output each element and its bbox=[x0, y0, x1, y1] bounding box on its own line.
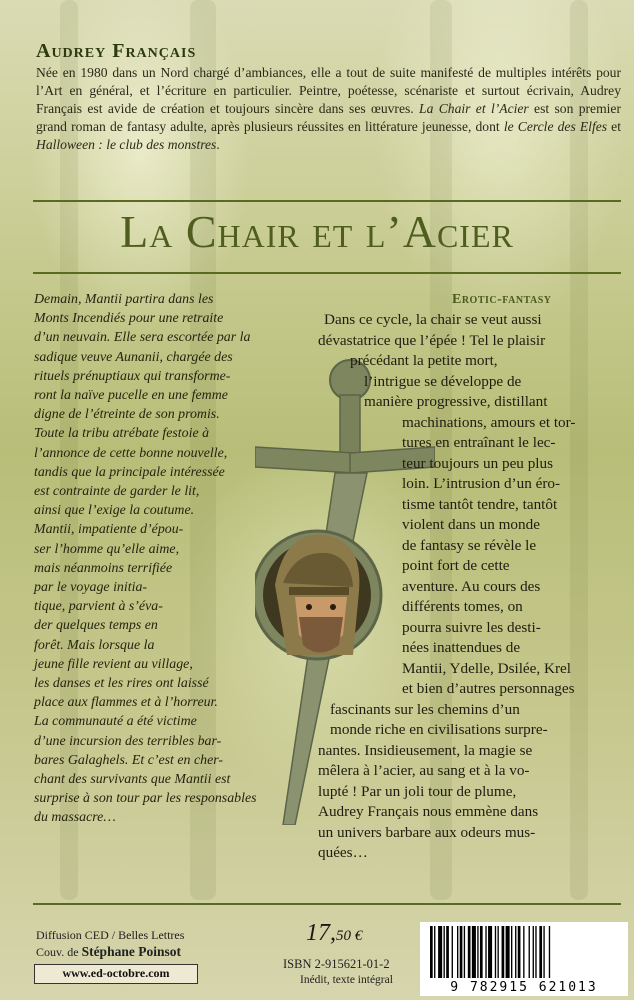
book-title-reference: le Cercle des Elfes bbox=[503, 119, 608, 134]
synopsis-line: place aux flammes et à l’horreur. bbox=[34, 695, 218, 711]
edition-note: Inédit, texte intégral bbox=[300, 974, 393, 986]
bio-text: . bbox=[216, 137, 220, 152]
author-name: Audrey Français bbox=[36, 40, 197, 62]
barcode-bar bbox=[506, 926, 510, 978]
synopsis-line: du massacre… bbox=[34, 810, 116, 826]
description-line: pourra suivre les desti- bbox=[402, 618, 541, 636]
synopsis-line: bares Galaghels. Et c’est en cher- bbox=[34, 752, 223, 768]
barcode-bar bbox=[535, 926, 536, 978]
synopsis-line: ainsi que l’exige la coutume. bbox=[34, 503, 195, 519]
divider-top bbox=[33, 200, 621, 202]
price-cents: 50 € bbox=[336, 928, 363, 944]
synopsis-line: La communauté a été victime bbox=[34, 714, 197, 730]
price bbox=[306, 920, 362, 947]
barcode-bar bbox=[495, 926, 496, 978]
price-main: 17, bbox=[306, 920, 336, 946]
synopsis-line: rituels prénuptiaux qui transforme- bbox=[34, 368, 231, 384]
synopsis-line: d’un neuvain. Elle sera escortée par la bbox=[34, 330, 251, 346]
author-bio bbox=[36, 64, 621, 154]
description-line: lupté ! Par un joli tour de plume, bbox=[318, 782, 517, 800]
barcode-number: 9 782915 621013 bbox=[450, 980, 598, 995]
cover-artist: Stéphane Poinsot bbox=[81, 944, 181, 959]
barcode-bar bbox=[533, 926, 534, 978]
barcode-bar bbox=[549, 926, 550, 978]
synopsis-line: Monts Incendiés pour une retraite bbox=[34, 311, 224, 327]
description-line: monde riche en civilisations surpre- bbox=[330, 721, 548, 738]
barcode-bar bbox=[434, 926, 435, 978]
barcode-bar bbox=[498, 926, 499, 978]
description-line: loin. L’intrusion d’un éro- bbox=[402, 475, 561, 492]
barcode-bar bbox=[430, 926, 433, 978]
description-line: violent dans un monde bbox=[402, 516, 540, 533]
description-line: manière progressive, distillant bbox=[364, 393, 548, 410]
description-line: aventure. Au cours des bbox=[402, 577, 541, 595]
description-line: nées inattendues de bbox=[402, 639, 521, 656]
synopsis-line: ser l’homme qu’elle aime, bbox=[34, 541, 180, 557]
synopsis-line: les danses et les rires ont laissé bbox=[34, 676, 209, 692]
barcode-bar bbox=[438, 926, 442, 978]
book-title-reference: La Chair et l’Acier bbox=[419, 101, 529, 116]
barcode-bar bbox=[446, 926, 449, 978]
description-line: différents tomes, on bbox=[402, 598, 523, 615]
divider-bottom bbox=[33, 903, 621, 905]
book-title-reference: Halloween : le club des monstres bbox=[36, 137, 217, 152]
description-line: précédant la petite mort, bbox=[350, 352, 498, 369]
barcode-bar bbox=[529, 926, 530, 978]
description-line: teur toujours un peu plus bbox=[402, 454, 554, 472]
barcode-icon bbox=[420, 922, 628, 980]
synopsis-line: ront la naïve pucelle en une femme bbox=[34, 388, 228, 404]
synopsis-line: sadique veuve Aunanii, chargée des bbox=[34, 349, 233, 365]
bio-text: Née en 1980 dans un Nord chargé d’ambiances, elle a tout de suite manifesté de multiples intérêts pour l’Art en général, et l’écriture en particulier. Peintre, poétesse, scénariste et surtout écrivain, Audrey Français est avide de création et toujours sincère dans ses œuvres. bbox=[36, 65, 621, 116]
barcode-bar bbox=[488, 926, 492, 978]
description-line: tures en entraînant le lec- bbox=[402, 434, 556, 451]
description-line: l’intrigue se développe de bbox=[364, 372, 522, 390]
description-line: un univers barbare aux odeurs mus- bbox=[318, 823, 536, 841]
synopsis-line: l’annonce de cette bonne nouvelle, bbox=[34, 445, 228, 461]
description-line: nantes. Insidieusement, la magie se bbox=[318, 741, 533, 759]
series-description bbox=[318, 310, 620, 864]
synopsis-line: tandis que la principale intéressée bbox=[34, 464, 225, 480]
barcode-bar bbox=[518, 926, 521, 978]
book-title: La Chair et l’Acier bbox=[120, 206, 514, 257]
synopsis-line: par le voyage initia- bbox=[34, 580, 148, 596]
bio-text: et bbox=[607, 119, 621, 134]
description-line: machinations, amours et tor- bbox=[402, 413, 576, 431]
barcode-bar bbox=[515, 926, 516, 978]
description-line: quées… bbox=[318, 844, 368, 861]
isbn: ISBN 2-915621-01-2 bbox=[283, 957, 390, 971]
publisher-website-link[interactable]: www.ed-octobre.com bbox=[34, 964, 198, 984]
description-line: Dans ce cycle, la chair se veut aussi bbox=[324, 311, 542, 328]
barcode-bar bbox=[480, 926, 483, 978]
synopsis-line: chant des survivants que Mantii est bbox=[34, 772, 231, 788]
description-line: et bien d’autres personnages bbox=[402, 680, 575, 697]
barcode-bar bbox=[472, 926, 476, 978]
synopsis-text bbox=[34, 290, 306, 828]
synopsis-line: forêt. Mais lorsque la bbox=[34, 637, 155, 653]
synopsis-line: der quelques temps en bbox=[34, 618, 158, 634]
description-line: de fantasy se révèle le bbox=[402, 536, 537, 554]
description-line: Audrey Français nous emmène dans bbox=[318, 803, 539, 820]
genre-label: Erotic-fantasy bbox=[452, 292, 552, 307]
cover-credit bbox=[36, 944, 181, 960]
description-line: point fort de cette bbox=[402, 557, 510, 574]
barcode-bar bbox=[502, 926, 505, 978]
barcode-bar bbox=[477, 926, 478, 978]
description-line: fascinants sur les chemins d’un bbox=[330, 700, 520, 718]
description-line: tisme tantôt tendre, tantôt bbox=[402, 495, 558, 513]
synopsis-line: digne de l’étreinte de son promis. bbox=[34, 407, 220, 423]
description-line: dévastatrice que l’épée ! Tel le plaisir bbox=[318, 331, 546, 349]
barcode-bar bbox=[460, 926, 463, 978]
synopsis-line: mais néanmoins terrifiée bbox=[34, 560, 173, 576]
barcode-bar bbox=[543, 926, 544, 978]
barcode-bar bbox=[457, 926, 458, 978]
barcode-bar bbox=[468, 926, 471, 978]
cover-credit-prefix: Couv. de bbox=[36, 945, 82, 959]
synopsis-line: tique, parvient à s’éva- bbox=[34, 599, 163, 615]
synopsis-line: Toute la tribu atrébate festoie à bbox=[34, 426, 210, 442]
barcode-bar bbox=[464, 926, 465, 978]
synopsis-line: jeune fille revient au village, bbox=[34, 656, 193, 672]
bio-text: est son premier grand roman de fantasy adulte, après plusieurs réussites en littérature jeunesse, dont bbox=[36, 101, 621, 134]
barcode-bar bbox=[511, 926, 512, 978]
description-line: mêlera à l’acier, au sang et à la vo- bbox=[318, 762, 530, 779]
synopsis-line: d’une incursion des terribles bar- bbox=[34, 733, 222, 749]
synopsis-line: Mantii, impatiente d’épou- bbox=[34, 522, 184, 538]
distribution-credit: Diffusion CED / Belles Lettres bbox=[36, 928, 185, 942]
synopsis-line: est contrainte de garder le lit, bbox=[34, 484, 200, 500]
barcode-bar bbox=[523, 926, 524, 978]
barcode-bar bbox=[539, 926, 542, 978]
synopsis-line: surprise à son tour par les responsables bbox=[34, 791, 257, 807]
synopsis-line: Demain, Mantii partira dans les bbox=[34, 292, 214, 307]
barcode-bar bbox=[452, 926, 453, 978]
barcode-bar bbox=[485, 926, 486, 978]
divider-title bbox=[33, 272, 621, 274]
description-line: Mantii, Ydelle, Dsilée, Krel bbox=[402, 659, 571, 677]
barcode-bar bbox=[444, 926, 445, 978]
